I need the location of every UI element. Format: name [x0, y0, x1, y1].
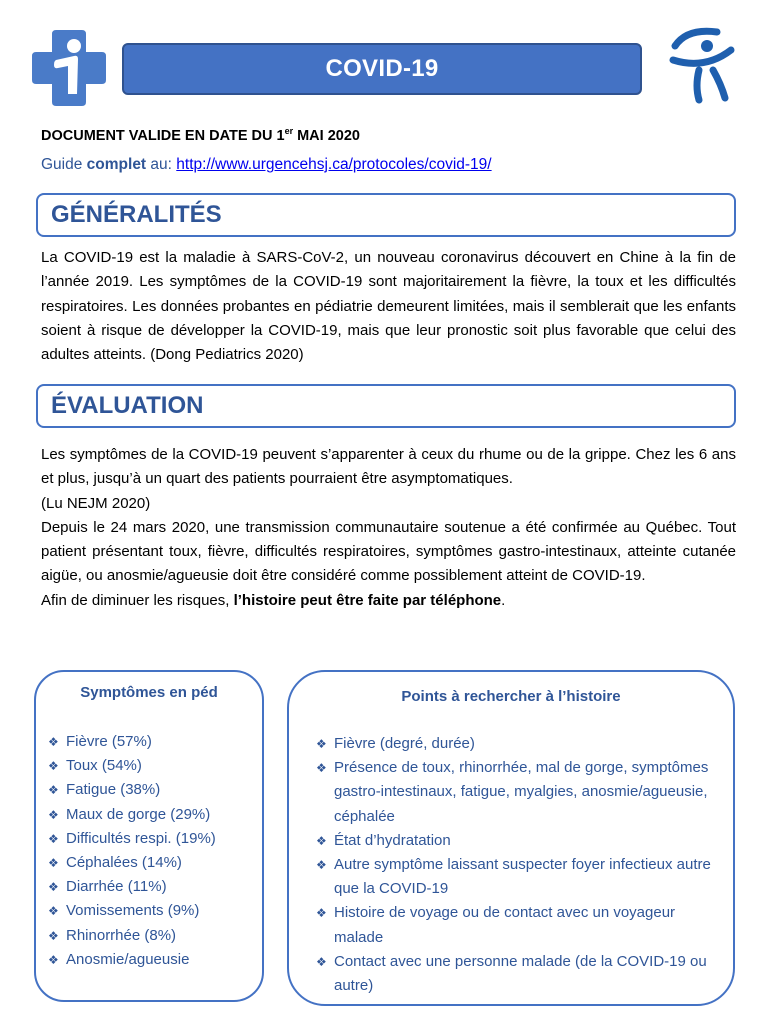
list-item: ❖ Toux (54%): [48, 754, 262, 778]
evaluation-text-2: Depuis le 24 mars 2020, une transmission communautaire soutenue a été confirmée au Québec. Tout patient présentant toux, fièvre, difficultés respiratoires, symptômes gastro-intestinaux, atteinte cutanée aigüe, ou anosmie/agueusie doit être considéré comme possiblement atteint de COVID-19.: [41, 518, 736, 585]
list-item: ❖ Contact avec une personne malade (de la COVID-19 ou autre): [316, 950, 721, 998]
section-heading-evaluation: ÉVALUATION: [36, 384, 736, 428]
diamond-bullet-icon: ❖: [48, 735, 59, 749]
diamond-bullet-icon: ❖: [48, 759, 59, 774]
list-item: ❖ État d’hydratation: [316, 829, 721, 853]
sainte-justine-figure-logo-icon: [665, 24, 741, 106]
symptoms-card: [34, 670, 264, 1002]
evaluation-text-3: Afin de diminuer les risques, l’histoire peut être faite par téléphone.: [41, 591, 506, 609]
evaluation-paragraph: [41, 443, 736, 613]
generalites-paragraph: La COVID-19 est la maladie à SARS-CoV-2, un nouveau coronavirus découvert en Chine à la fin de l’année 2019. Les symptômes de la COVID-19 sont majoritairement la fièvre, la toux et les difficultés respiratoires. Les données probantes en pédiatrie demeurent limitées, mais il semblerait que les enfants soient à risque de développer la COVID-19, mais que leur pronostic soit plus favorable que celui des adultes atteints. (Dong Pediatrics 2020): [41, 249, 736, 364]
list-item: ❖ Maux de gorge (29%): [48, 803, 262, 827]
diamond-bullet-icon: ❖: [48, 904, 59, 919]
evaluation-text-1: Les symptômes de la COVID-19 peuvent s’apparenter à ceux du rhume ou de la grippe. Chez les 6 ans et plus, jusqu’à un quart des patients pourraient être asymptomatiques.: [41, 446, 736, 488]
diamond-bullet-icon: ❖: [316, 858, 327, 873]
diamond-bullet-icon: ❖: [48, 831, 59, 846]
diamond-bullet-icon: ❖: [48, 856, 59, 871]
diamond-bullet-icon: ❖: [48, 928, 59, 943]
list-item: ❖ Fièvre (57%): [48, 730, 262, 754]
list-item: ❖ Fatigue (38%): [48, 778, 262, 802]
list-item: ❖ Autre symptôme laissant suspecter foyer infectieux autre que la COVID-19: [316, 853, 721, 901]
document-title-banner: [122, 43, 642, 95]
section-heading-generalites: GÉNÉRALITÉS: [36, 193, 736, 237]
guide-line: Guide complet au: http://www.urgencehsj.ca/protocoles/covid-19/: [41, 156, 492, 173]
list-item: ❖ Céphalées (14%): [48, 851, 262, 875]
list-item: ❖ Diarrhée (11%): [48, 875, 262, 899]
diamond-bullet-icon: ❖: [316, 761, 327, 776]
diamond-bullet-icon: ❖: [48, 952, 59, 967]
list-item: ❖ Anosmie/agueusie: [48, 948, 262, 972]
symptoms-card-title: Symptômes en péd: [80, 684, 218, 701]
diamond-bullet-icon: ❖: [48, 807, 59, 822]
list-item: ❖ Rhinorrhée (8%): [48, 924, 262, 948]
diamond-bullet-icon: ❖: [48, 880, 59, 895]
guide-link[interactable]: http://www.urgencehsj.ca/protocoles/covid-19/: [176, 156, 492, 173]
document-valid-date: DOCUMENT VALIDE EN DATE DU 1er MAI 2020: [41, 126, 360, 144]
evaluation-reference: (Lu NEJM 2020): [41, 494, 151, 512]
history-points-list: [289, 732, 733, 998]
list-item: ❖ Fièvre (degré, durée): [316, 732, 721, 756]
history-points-card: [287, 670, 735, 1006]
list-item: ❖ Vomissements (9%): [48, 899, 262, 923]
diamond-bullet-icon: ❖: [316, 954, 327, 969]
diamond-bullet-icon: ❖: [316, 737, 327, 751]
list-item: ❖ Présence de toux, rhinorrhée, mal de gorge, symptômes gastro-intestinaux, fatigue, myalgies, anosmie/agueusie, céphalée: [316, 756, 721, 829]
list-item: ❖ Histoire de voyage ou de contact avec un voyageur malade: [316, 901, 721, 949]
document-title: COVID-19: [325, 55, 439, 82]
diamond-bullet-icon: ❖: [48, 783, 59, 798]
diamond-bullet-icon: ❖: [316, 906, 327, 921]
history-card-title: Points à rechercher à l’histoire: [401, 688, 621, 705]
symptoms-list: [36, 730, 262, 972]
diamond-bullet-icon: ❖: [316, 833, 327, 848]
list-item: ❖ Difficultés respi. (19%): [48, 827, 262, 851]
hospital-cross-person-icon: [30, 26, 108, 108]
